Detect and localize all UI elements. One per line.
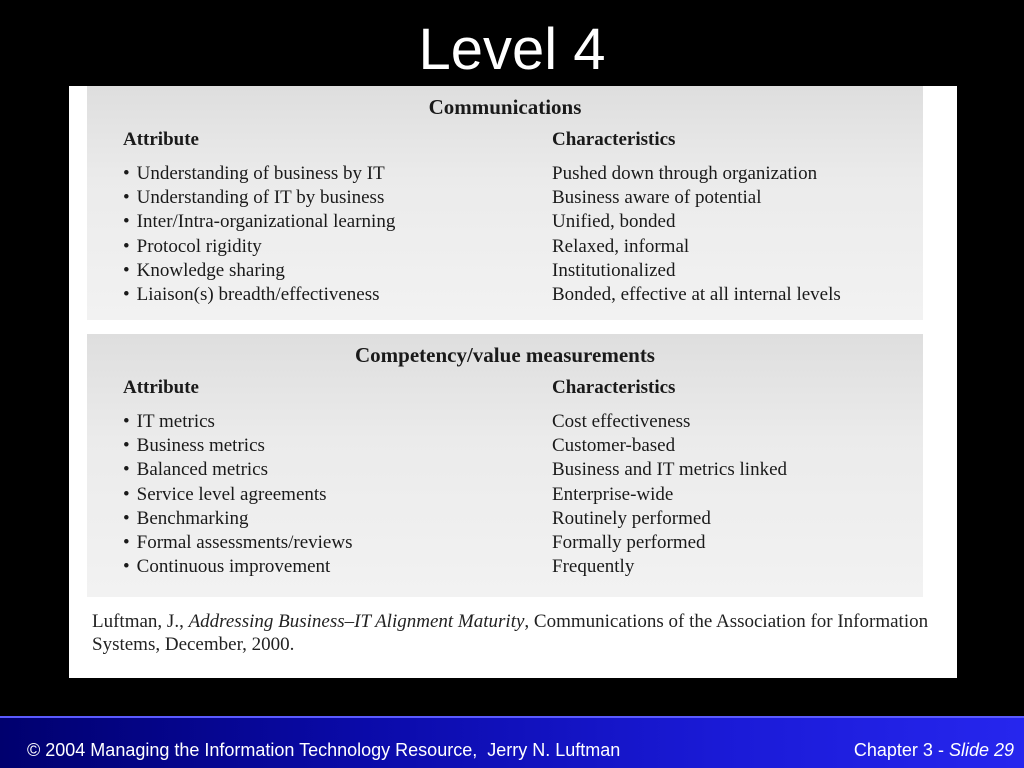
attribute-cell: • Business metrics	[123, 434, 265, 458]
attribute-cell: • Formal assessments/reviews	[123, 531, 352, 555]
attribute-cell: • Understanding of IT by business	[123, 186, 384, 210]
citation-author: Luftman, J.,	[92, 611, 189, 632]
attribute-cell: • Benchmarking	[123, 507, 249, 531]
citation-publication: , Communications of the Association for Information Systems, December, 2000.	[92, 611, 929, 655]
table-row	[87, 162, 923, 186]
footer-copyright: © 2004 Managing the Information Technology Resource, Jerry N. Luftman	[27, 740, 621, 760]
table-row	[87, 259, 923, 283]
attribute-cell: • Continuous improvement	[123, 555, 330, 579]
characteristic-cell: Institutionalized	[552, 259, 676, 281]
characteristic-cell: Relaxed, informal	[552, 235, 690, 257]
attribute-column-header: Attribute	[123, 377, 199, 398]
competency-panel	[87, 334, 923, 597]
characteristic-cell: Enterprise-wide	[552, 483, 674, 505]
characteristic-cell: Customer-based	[552, 435, 676, 457]
table-row	[87, 186, 923, 210]
communications-rows	[87, 162, 923, 307]
scanned-table-figure	[69, 86, 957, 678]
table-row	[87, 483, 923, 507]
attribute-cell: • Protocol rigidity	[123, 235, 262, 259]
slide-footer	[0, 716, 1024, 768]
communications-panel	[87, 86, 923, 320]
table-row	[87, 235, 923, 259]
attribute-cell: • Inter/Intra-organizational learning	[123, 210, 395, 234]
table-row	[87, 458, 923, 482]
characteristic-cell: Pushed down through organization	[552, 163, 818, 184]
attribute-cell: • Knowledge sharing	[123, 259, 285, 283]
footer-slide-number	[854, 740, 1014, 761]
characteristic-cell: Formally performed	[552, 531, 706, 553]
citation	[92, 610, 952, 656]
table-row	[87, 434, 923, 458]
table-row	[87, 507, 923, 531]
footer-chapter: Chapter 3 -	[853, 740, 949, 760]
attribute-cell: • Understanding of business by IT	[123, 162, 385, 186]
table-row	[87, 531, 923, 555]
attribute-cell: • Liaison(s) breadth/effectiveness	[123, 283, 380, 307]
section-heading: Competency/value measurements	[355, 343, 655, 367]
table-row	[87, 555, 923, 579]
slide-title: Level 4	[418, 17, 606, 82]
table-row	[87, 210, 923, 234]
footer-slide-label: Slide 29	[948, 740, 1014, 760]
characteristics-column-header: Characteristics	[552, 129, 676, 150]
attribute-cell: • Service level agreements	[123, 483, 327, 507]
characteristics-column-header: Characteristics	[552, 377, 676, 398]
characteristic-cell: Cost effectiveness	[552, 411, 691, 432]
characteristic-cell: Routinely performed	[552, 507, 711, 529]
table-row	[87, 283, 923, 307]
attribute-cell: • IT metrics	[123, 410, 215, 434]
characteristic-cell: Business and IT metrics linked	[552, 459, 788, 481]
attribute-cell: • Balanced metrics	[123, 458, 268, 482]
attribute-column-header: Attribute	[123, 129, 199, 150]
section-heading: Communications	[428, 95, 582, 119]
competency-rows	[87, 410, 923, 579]
characteristic-cell: Unified, bonded	[552, 211, 676, 233]
characteristic-cell: Frequently	[552, 556, 635, 578]
table-row	[87, 410, 923, 434]
characteristic-cell: Bonded, effective at all internal levels	[552, 283, 841, 305]
characteristic-cell: Business aware of potential	[552, 187, 762, 209]
citation-work-title: Addressing Business–IT Alignment Maturity	[188, 611, 525, 632]
